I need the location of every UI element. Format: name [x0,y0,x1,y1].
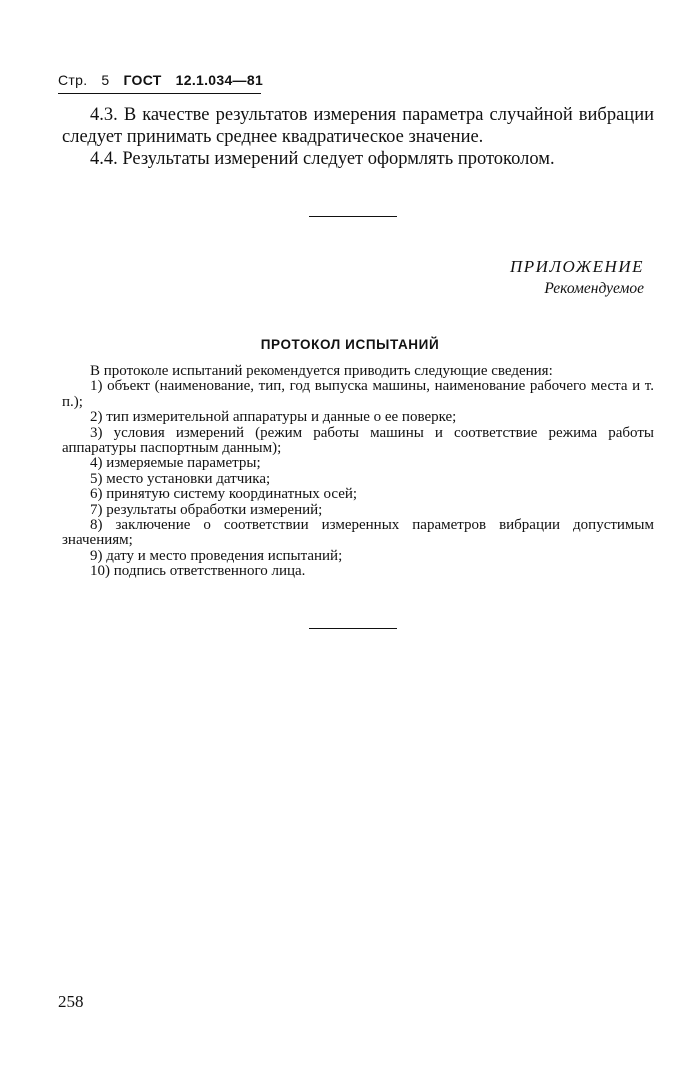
list-item: 7) результаты обработки измерений; [90,501,323,518]
protocol-intro: В протоколе испытаний рекомендуется приводить следующие сведения: [90,363,553,379]
running-header [58,72,263,88]
list-item: 9) дату и место проведения испытаний; [90,547,343,564]
doc-code: ГОСТ [123,72,162,88]
list-item: 1) объект (наименование, тип, год выпуска машины, наименование рабочего места и т. п.); [62,378,654,410]
doc-number: 12.1.034—81 [175,72,264,88]
appendix-heading [510,256,644,300]
separator-rule-top [309,216,397,217]
list-item: 10) подпись ответственного лица. [90,563,306,580]
appendix-subtitle: Рекомендуемое [544,280,644,297]
list-item: 4) измеряемые параметры; [90,455,261,472]
list-item: 6) принятую систему координатных осей; [90,486,358,503]
main-text [62,104,654,170]
appendix-title: ПРИЛОЖЕНИЕ [510,257,644,276]
page-label: Стр. [58,72,88,88]
header-page-number: 5 [101,72,110,88]
list-item: 8) заключение о соответствии измеренных параметров вибрации допустимым значениям; [62,517,654,549]
paragraph-4-4: 4.4. Результаты измерений следует оформлять протоколом. [90,149,555,169]
separator-rule-bottom [309,628,397,629]
protocol-list [62,364,654,580]
list-item: 3) условия измерений (режим работы машины и соответствие режима работы аппаратуры паспортным данным); [62,424,654,457]
list-item: 2) тип измерительной аппаратуры и данные о ее поверке; [90,409,457,426]
page-number: 258 [58,992,84,1011]
list-item: 5) место установки датчика; [90,470,271,487]
paragraph-4-3: 4.3. В качестве результатов измерения параметра случайной вибрации следует принимать среднее квадратическое значение. [62,105,654,147]
header-rule [58,93,261,94]
section-title: ПРОТОКОЛ ИСПЫТАНИЙ [260,337,440,352]
